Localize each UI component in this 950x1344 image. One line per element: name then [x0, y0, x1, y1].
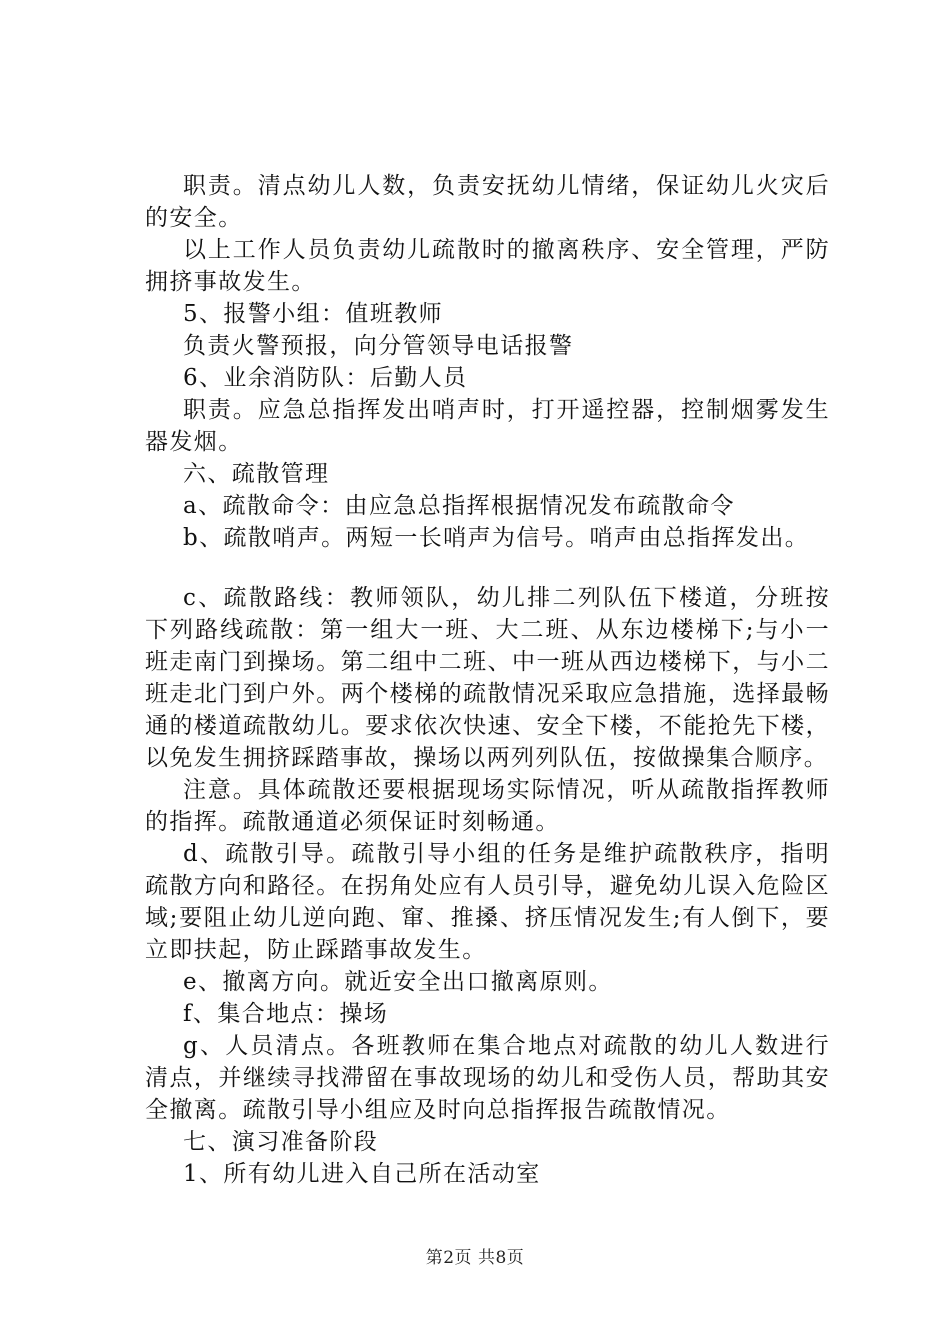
paragraph-fire-brigade: 6、业余消防队：后勤人员 [183, 365, 468, 391]
paragraph-evac-route: c、疏散路线：教师领队，幼儿排二列队伍下楼道，分班按下列路线疏散：第一组大一班、大二班、从东边楼梯下;与小一班走南门到操场。第二组中二班、中一班从西边楼梯下，与小二班走北门到户外。两个楼梯的疏散情况采取应急措施，选择最畅通的楼道疏散幼儿。要求依次快速、安全下楼，不能抢先下楼，以免发生拥挤踩踏事故，操场以两列列队伍，按做操集合顺序。 [145, 585, 830, 771]
page-number-footer: 第2页 共8页 [425, 1248, 525, 1268]
paragraph-headcount: g、人员清点。各班教师在集合地点对疏散的幼儿人数进行清点，并继续寻找滞留在事故现场的幼儿和受伤人员，帮助其安全撤离。疏散引导小组应及时向总指挥报告疏散情况。 [145, 1033, 830, 1123]
paragraph-evac-whistle: b、疏散哨声。两短一长哨声为信号。哨声由总指挥发出。 [183, 525, 810, 551]
document-body [145, 170, 830, 1190]
paragraph-assembly-point: f、集合地点：操场 [183, 1001, 389, 1027]
paragraph-duty-teacher: 职责。清点幼儿人数，负责安抚幼儿情绪，保证幼儿火灾后的安全。 [145, 173, 830, 231]
section-heading-evacuation: 六、疏散管理 [183, 461, 330, 487]
paragraph-evac-guidance: d、疏散引导。疏散引导小组的任务是维护疏散秩序，指明疏散方向和路径。在拐角处应有人员引导，避免幼儿误入危险区域;要阻止幼儿逆向跑、窜、推搡、挤压情况发生;有人倒下，要立即扶起，防止踩踏事故发生。 [145, 841, 830, 963]
paragraph-alarm-group: 5、报警小组：值班教师 [183, 301, 444, 327]
paragraph-alarm-duty: 负责火警预报，向分管领导电话报警 [183, 333, 574, 359]
paragraph-evac-direction: e、撤离方向。就近安全出口撤离原则。 [183, 969, 613, 995]
paragraph-drill-step-1: 1、所有幼儿进入自己所在活动室 [183, 1161, 541, 1187]
section-heading-drill-prep: 七、演习准备阶段 [183, 1129, 379, 1155]
paragraph-evac-command: a、疏散命令：由应急总指挥根据情况发布疏散命令 [183, 493, 735, 519]
paragraph-evac-note: 注意。具体疏散还要根据现场实际情况，听从疏散指挥教师的指挥。疏散通道必须保证时刻畅通。 [145, 777, 830, 835]
paragraph-brigade-duty: 职责。应急总指挥发出哨声时，打开遥控器，控制烟雾发生器发烟。 [145, 397, 830, 455]
paragraph-staff-responsibility: 以上工作人员负责幼儿疏散时的撤离秩序、安全管理，严防拥挤事故发生。 [145, 237, 830, 295]
